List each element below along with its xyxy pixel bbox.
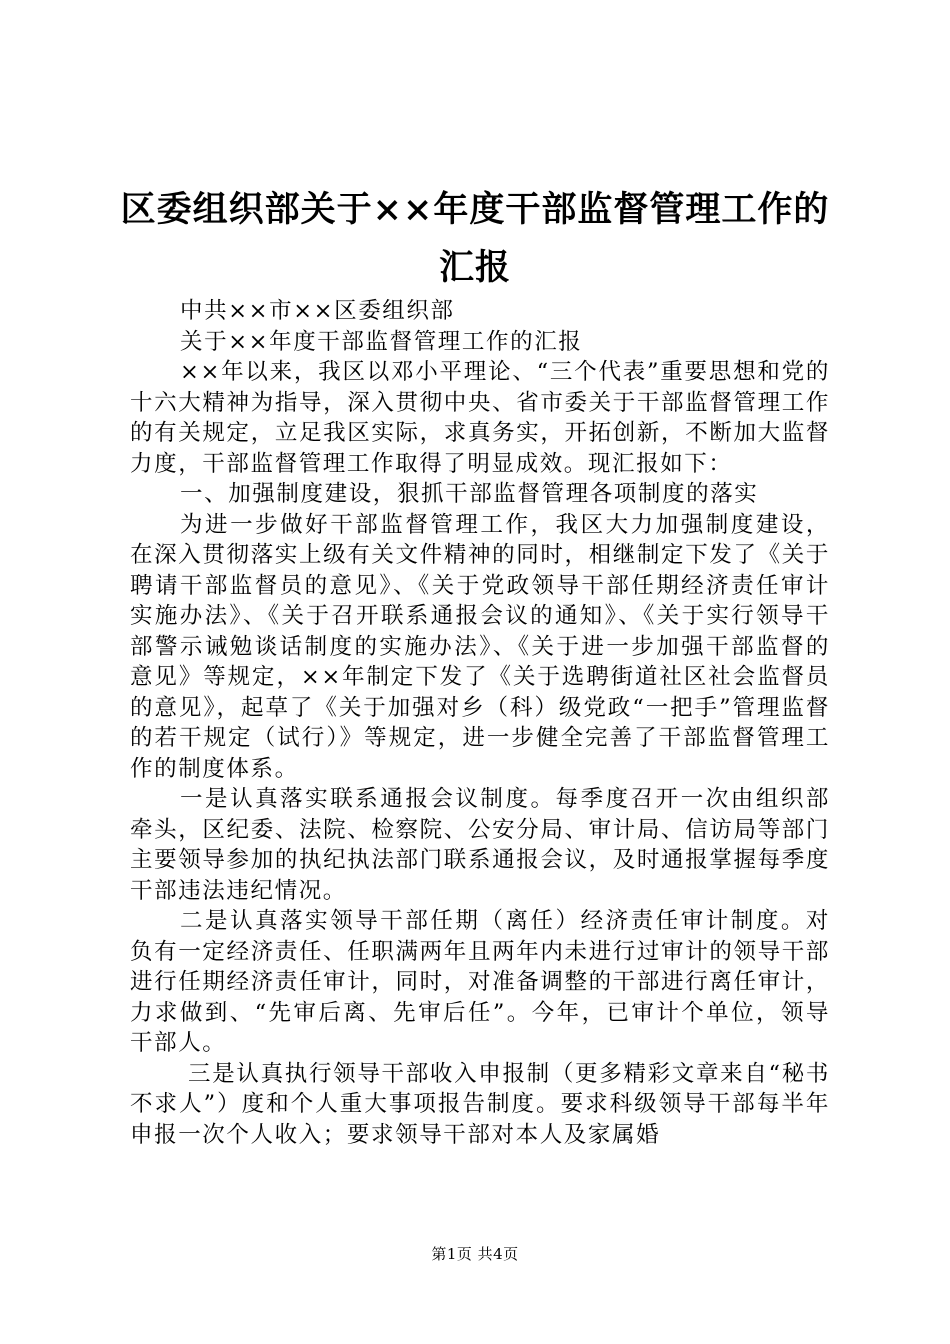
paragraph-point-2: 二是认真落实领导干部任期（离任）经济责任审计制度。对负有一定经济责任、任职满两年且两年内未进行过审计的领导干部进行任期经济责任审计，同时，对准备调整的干部进行离任审计，力求做到、“先审后离、先审后任”。今年，已审计个单位，领导干部人。 — [130, 908, 830, 1056]
document-title-line-1: 区委组织部关于××年度干部监督管理工作的 — [120, 189, 830, 230]
paragraph-system-building: 为进一步做好干部监督管理工作，我区大力加强制度建设，在深入贯彻落实上级有关文件精神的同时，相继制定下发了《关于聘请干部监督员的意见》、《关于党政领导干部任期经济责任审计实施办法》、《关于召开联系通报会议的通知》、《关于实行领导干部警示诫勉谈话制度的实施办法》、《关于进一步加强干部监督的意见》等规定，××年制定下发了《关于选聘街道社区社会监督员的意见》，起草了《关于加强对乡（科）级党政“一把手”管理监督的若干规定（试行）》等规定，进一步健全完善了干部监督管理工作的制度体系。 — [130, 511, 830, 782]
document-body — [130, 296, 830, 1150]
subtitle-line: 关于××年度干部监督管理工作的汇报 — [180, 328, 583, 355]
paragraph-point-1: 一是认真落实联系通报会议制度。每季度召开一次由组织部牵头，区纪委、法院、检察院、公安分局、审计局、信访局等部门主要领导参加的执纪执法部门联系通报会议，及时通报掌握每季度干部违法违纪情况。 — [130, 786, 830, 904]
document-title-line-2: 汇报 — [438, 247, 511, 288]
issuer-line: 中共××市××区委组织部 — [180, 298, 455, 324]
page-footer: 第1页 共4页 — [431, 1245, 519, 1263]
intro-paragraph: ××年以来，我区以邓小平理论、“三个代表”重要思想和党的十六大精神为指导，深入贯彻中央、省市委关于干部监督管理工作的有关规定，立足我区实际，求真务实，开拓创新，不断加大监督力度，干部监督管理工作取得了明显成效。现汇报如下： — [130, 359, 830, 477]
paragraph-point-3: 三是认真执行领导干部收入申报制（更多精彩文章来自“秘书不求人”）度和个人重大事项报告制度。要求科级领导干部每半年申报一次个人收入；要求领导干部对本人及家属婚 — [130, 1060, 830, 1148]
section-heading-1: 一、加强制度建设，狠抓干部监督管理各项制度的落实 — [180, 481, 759, 507]
